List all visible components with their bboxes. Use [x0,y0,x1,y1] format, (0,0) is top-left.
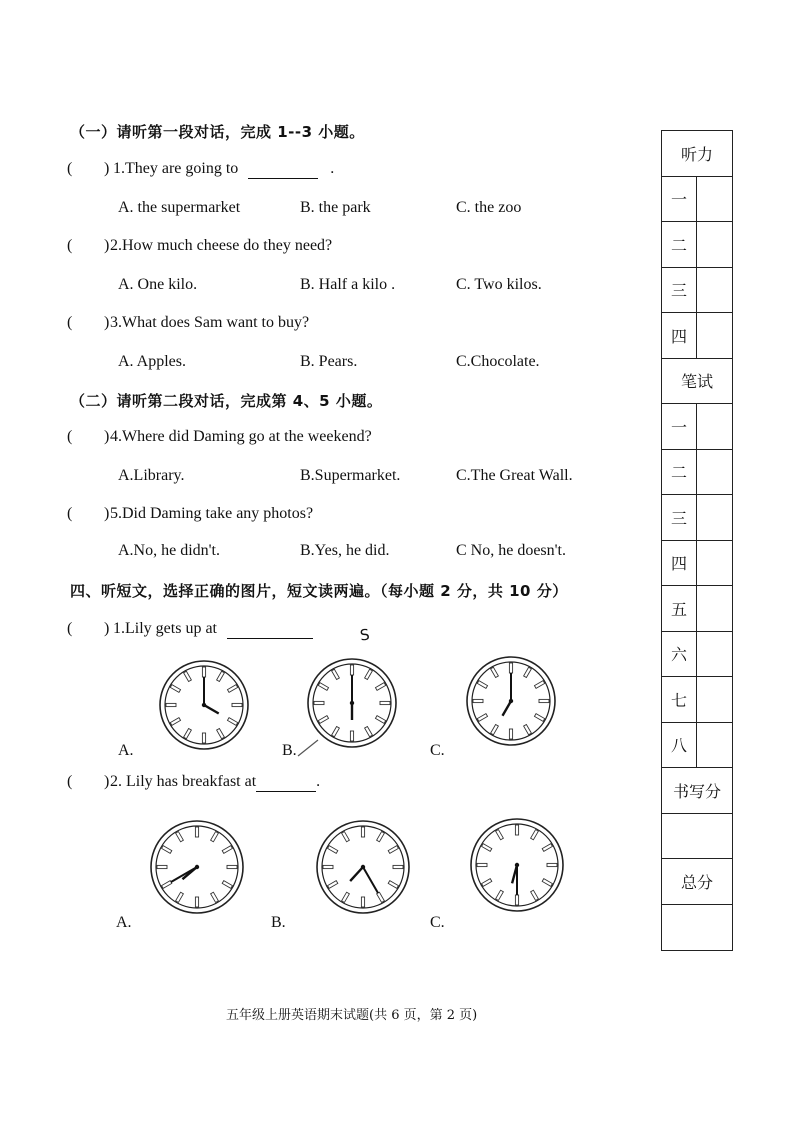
answer-paren-open: ( [67,773,73,790]
clock-q2-b [316,820,410,914]
score-cell[interactable] [697,313,732,358]
option-b-label: B. [271,914,286,931]
score-row [662,313,732,359]
answer-paren-close: ) [104,237,110,254]
score-cell[interactable] [662,814,732,859]
option-a: A. One kilo. [118,276,198,293]
score-label: 六 [662,632,697,677]
score-label: 二 [662,450,697,495]
score-label: 四 [662,313,697,358]
score-cell[interactable] [662,905,732,951]
option-b: B.Yes, he did. [300,542,390,559]
score-label: 三 [662,495,697,540]
score-label: 笔试 [680,372,713,392]
answer-blank[interactable] [256,773,316,792]
option-c-label: C. [430,742,445,759]
option-c-label: C. [430,914,445,931]
question-1-text [113,160,334,179]
answer-paren-open: ( [67,237,73,254]
option-b: B.Supermarket. [300,467,401,484]
score-label: 八 [662,723,697,768]
answer-paren-close: ) [104,620,110,637]
option-a: A. the supermarket [118,199,241,216]
section-1-header: （一）请听第一段对话，完成 1--3 小题。 [70,123,365,141]
score-label: 总分 [680,872,713,892]
score-cell[interactable] [697,632,732,677]
question-3-text: 3.What does Sam want to buy? [110,314,310,331]
page-footer: 五年级上册英语期末试题(共 6 页，第 2 页) [226,1008,478,1023]
score-row-writing-value[interactable] [662,814,732,860]
clock-center [195,865,199,869]
option-c: C.Chocolate. [456,353,540,370]
score-label: 四 [662,541,697,586]
pen-stroke [296,730,326,760]
clock-center [515,863,519,867]
score-label: 一 [662,404,697,449]
score-row [662,450,732,496]
question-5-text: 5.Did Daming take any photos? [110,505,314,522]
clock-center [202,703,206,707]
score-row [662,177,732,223]
answer-blank[interactable] [227,620,313,639]
score-row-total-value[interactable] [662,905,732,951]
score-row-total [662,859,732,905]
score-label: 三 [662,268,697,313]
answer-paren-open: ( [67,428,73,445]
answer-paren-close: ) [104,428,110,445]
score-cell[interactable] [697,222,732,267]
score-row [662,541,732,587]
answer-paren-open: ( [67,314,73,331]
clock-center [361,865,365,869]
option-b-label: B. [282,742,297,759]
score-label: 二 [662,222,697,267]
question-period: . [316,773,321,790]
section-4-header: 四、听短文，选择正确的图片，短文读两遍。（每小题 2 分，共 10 分） [70,582,568,600]
option-b: B. the park [300,199,371,216]
clock-q2-c [470,818,564,912]
score-row-writing [662,768,732,814]
score-cell[interactable] [697,450,732,495]
option-b: B. Half a kilo . [300,276,396,293]
score-cell[interactable] [697,541,732,586]
score-row [662,404,732,450]
score-cell[interactable] [697,177,732,222]
answer-paren-close: ) [104,505,110,522]
handwritten-mark: S [358,625,371,645]
score-cell[interactable] [697,723,732,768]
score-row-written [662,359,732,405]
score-label: 听力 [680,144,713,164]
question-period: . [330,160,335,177]
option-a: A.No, he didn't. [118,542,220,559]
score-cell[interactable] [697,268,732,313]
answer-paren-close: ) [104,773,110,790]
option-c: C.The Great Wall. [456,467,573,484]
clock-q2-a [150,820,244,914]
answer-blank[interactable] [248,160,318,179]
question-text: 2. Lily has breakfast at [110,773,257,790]
score-row-listening [662,131,732,177]
score-row [662,723,732,769]
question-text: 1.They are going to [113,160,239,177]
answer-paren-open: ( [67,505,73,522]
option-a: A.Library. [118,467,185,484]
clock-q1-a [159,660,249,750]
clock-center [509,699,513,703]
option-a-label: A. [118,742,134,759]
question-text: 1.Lily gets up at [113,620,217,637]
answer-paren-open: ( [67,620,73,637]
score-row [662,268,732,314]
score-cell[interactable] [697,404,732,449]
answer-paren-close: ) [104,160,110,177]
option-a-label: A. [116,914,132,931]
question-2-text: 2.How much cheese do they need? [110,237,333,254]
score-label: 书写分 [672,781,721,801]
listening-q1-text [113,620,313,639]
option-c: C. Two kilos. [456,276,542,293]
score-row [662,632,732,678]
score-label: 五 [662,586,697,631]
answer-paren-open: ( [67,160,73,177]
score-row [662,495,732,541]
score-row [662,586,732,632]
score-table [661,130,733,951]
score-cell[interactable] [697,586,732,631]
score-cell[interactable] [697,495,732,540]
option-b: B. Pears. [300,353,358,370]
score-row [662,222,732,268]
option-c: C No, he doesn't. [456,542,566,559]
clock-q1-c [466,656,556,746]
listening-q2-text [110,773,320,792]
score-label: 一 [662,177,697,222]
score-row [662,677,732,723]
question-4-text: 4.Where did Daming go at the weekend? [110,428,372,445]
score-label: 七 [662,677,697,722]
clock-center [350,701,354,705]
section-2-header: （二）请听第二段对话，完成第 4、5 小题。 [70,392,383,410]
option-c: C. the zoo [456,199,522,216]
score-cell[interactable] [697,677,732,722]
option-a: A. Apples. [118,353,186,370]
answer-paren-close: ) [104,314,110,331]
